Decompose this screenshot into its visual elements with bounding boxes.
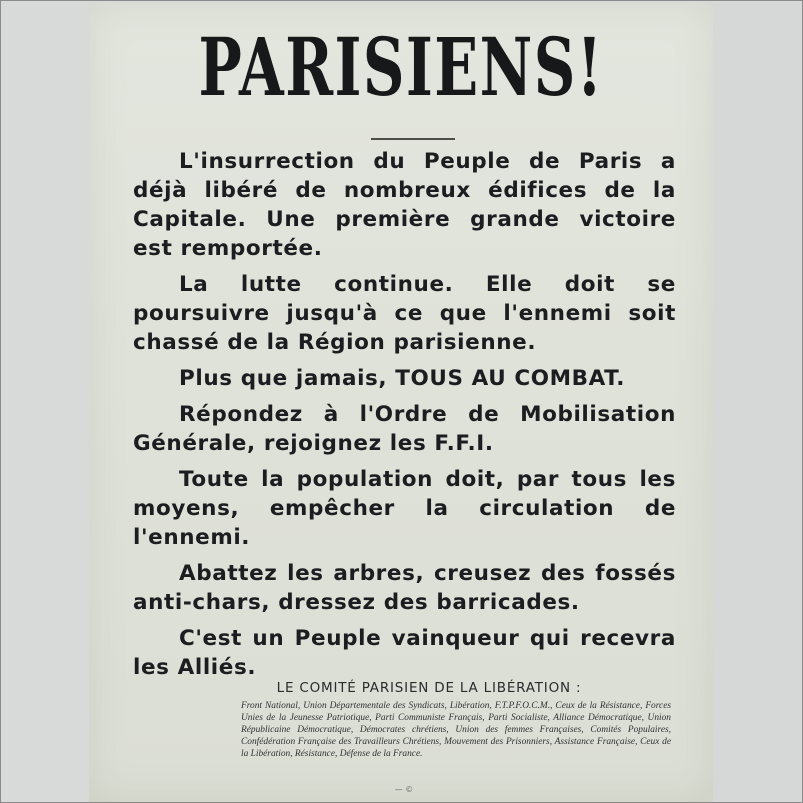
paragraph-lutte: La lutte continue. Elle doit se poursuivre jusqu'à ce que l'ennemi soit chassé de la Région parisienne. xyxy=(133,272,676,355)
paragraph-mobilisation: Répondez à l'Ordre de Mobilisation Générale, rejoignez les F.F.I. xyxy=(133,402,676,456)
paragraph-insurrection: L'insurrection du Peuple de Paris a déjà libéré de nombreux édifices de la Capitale. Une première grande victoire est remportée. xyxy=(133,149,676,261)
paragraph-combat: Plus que jamais, TOUS AU COMBAT. xyxy=(179,366,625,391)
poster-title: PARISIENS! xyxy=(198,20,604,114)
printer-mark: — © xyxy=(394,785,414,794)
title-divider xyxy=(371,138,455,140)
committee-signature-title: LE COMITÉ PARISIEN DE LA LIBÉRATION : xyxy=(276,680,582,696)
background-margin xyxy=(713,3,801,802)
poster-body xyxy=(133,147,676,689)
poster xyxy=(89,3,713,802)
paragraph-allies: C'est un Peuple vainqueur qui recevra les Alliés. xyxy=(133,626,676,680)
signatories-list: Front National, Union Départementale des Syndicats, Libération, F.T.P.F.O.C.M., Ceux de la Résistance, Forces Unies de la Jeunesse Patriotique, Parti Communiste Français, Parti Socialiste, Alliance Démocratique, Union Républicaine Démocratique, Démocrates chrétiens, Union des femmes Françaises, Comités Populaires, Confédération Française des Travailleurs Chrétiens, Mouvement des Prisonniers, Assistance Française, Ceux de la Libération, Résistance, Défense de la France. xyxy=(241,701,671,760)
paragraph-population: Toute la population doit, par tous les moyens, empêcher la circulation de l'ennemi. xyxy=(133,467,676,550)
paragraph-barricades: Abattez les arbres, creusez des fossés anti-chars, dressez des barricades. xyxy=(133,561,676,615)
